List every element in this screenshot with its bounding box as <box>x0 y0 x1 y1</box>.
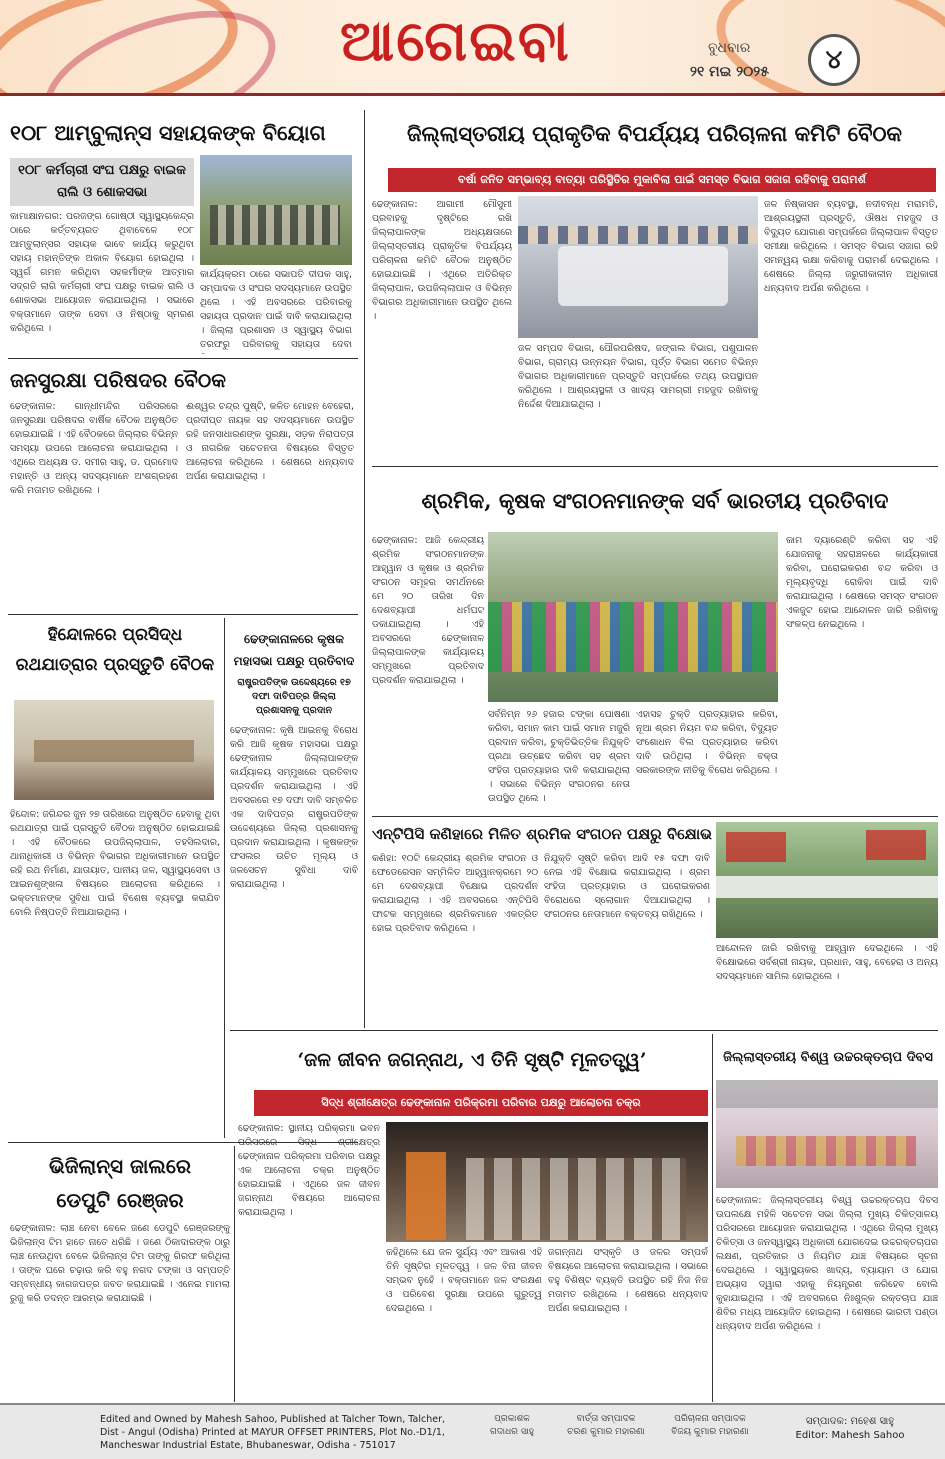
story7-body-d: କାମ ଦ୍ୟାରେଣ୍ଟି କରିବା ସହ ଏହି ଯୋଜନାକୁ ସହରାଞ୍ଚଳରେ କାର୍ଯ୍ୟକାରୀ କରିବା, ଘରୋଇକରଣ ବନ୍ଦ କରିବା ଓ ମୂଲ୍ୟବୃଦ୍ଧି ରୋକିବା ପାଇଁ ଦାବି କରାଯାଇଥିଲା । ଶେଷରେ ସମସ୍ତ ସଂଗଠନ ଏକଜୁଟ ହୋଇ ଆନ୍ଦୋଳନ ଜାରି ରଖିବାକୁ ସଂକଳ୍ପ ନେଇଥିଲେ । <box>786 535 938 630</box>
story1-body-b: କାର୍ଯ୍ୟକ୍ରମ ଠାରେ ସଭାପତି ଦୀପକ ସାହୁ, ସମ୍ପାଦକ ଓ ସଂଘର ସଦସ୍ୟମାନେ ଉପସ୍ଥିତ ଥିଲେ । ଏହି ଅବସରରେ ପରିବାରକୁ ସହାୟତା ପ୍ରଦାନ ପାଇଁ ଦାବି କରାଯାଇଥିଲା । ଜିଲ୍ଲା ପ୍ରଶାସନ ଓ ସ୍ୱାସ୍ଥ୍ୟ ବିଭାଗ ତରଫରୁ ପରିବାରକୁ ସହାୟତା ଦେବା <box>200 269 352 350</box>
story5-body: ଢେଙ୍କାନାଳ: ଲାଞ୍ଚ ନେବା ବେଳେ ଜଣେ ଡେପୁଟି ରେଞ୍ଜରଙ୍କୁ ଭିଜିଲାନ୍ସ ଟିମ ହାତେ ନାତେ ଧରିଛି । ଜଣେ ଠିକାଦାରଙ୍କ ଠାରୁ ଲାଞ୍ଚ ନେଉଥିବା ବେଳେ ଭିଜିଲାନ୍ସ ଟିମ ତାଙ୍କୁ ଗିରଫ କରିଥିଲା । ତାଙ୍କ ଘରେ ଚଢ଼ାଉ କରି ବହୁ ନଗଦ ଟଙ୍କା ଓ ସମ୍ପତ୍ତି ସମ୍ବନ୍ଧୀୟ କାଗଜପତ୍ର ଜବତ କରାଯାଇଛି । ଏନେଇ ମାମଲା ରୁଜୁ କରି ତଦନ୍ତ ଆରମ୍ଭ କରାଯାଇଛି । <box>10 1223 230 1304</box>
story6-photo <box>518 196 758 338</box>
story1-body-a: କାମାକ୍ଷାନଗର: ପରଜଙ୍ଗ ଗୋଷ୍ଠୀ ସ୍ୱାସ୍ଥ୍ୟକେନ୍ଦ୍ର ଠାରେ କର୍ତ୍ତବ୍ୟରତ ଥିବାବେଳେ ୧୦୮ ଆମ୍ବୁଲାନ୍ସର ସହାୟକ ଭାବେ କାର୍ଯ୍ୟ କରୁଥିବା ସହାୟ ମହାନ୍ତିଙ୍କ ଅକାଳ ବିୟୋଗ ହୋଇଥିଲା । ସ୍ୱର୍ଗ ଗମନ କରିଥିବା ସହକର୍ମୀଙ୍କ ଆତ୍ମାର ସଦ୍ଗତି ଲାଗି କର୍ମଚାରୀ ସଂଘ ପକ୍ଷରୁ ବାଇକ ରାଲି ଓ ଶୋକସଭା ଆୟୋଜନ କରାଯାଇଥିଲା । ସଭାରେ ବକ୍ତାମାନେ ତାଙ୍କ ସେବା ଓ ନିଷ୍ଠାକୁ ସ୍ମରଣ କରିଥିଲେ । <box>10 211 194 334</box>
story8-body-c: ଆନ୍ଦୋଳନ ଜାରି ରଖିବାକୁ ଆହ୍ୱାନ ଦେଇଥିଲେ । ଏହି ବିକ୍ଷୋଭରେ ସର୍ବଶ୍ରୀ ନାୟକ, ପ୍ରଧାନ, ସାହୁ, ବେହେରା ଓ ଅନ୍ୟ ସଦସ୍ୟମାନେ ସାମିଲ ହୋଇଥିଲେ । <box>716 943 938 982</box>
divider <box>372 816 938 817</box>
story4-headline-line1: ଢେଙ୍କାନାଳରେ କୃଷକ <box>243 632 345 646</box>
editor-credit <box>760 1415 940 1443</box>
story2-body-a: ଢେଙ୍କାନାଳ: ଗାନ୍ଧୀମନ୍ଦିର ପରିସରରେ ଜନସୁରକ୍ଷା ପରିଷଦର ବାର୍ଷିକ ବୈଠକ ଅନୁଷ୍ଠିତ ହୋଇଯାଇଛି । ଏହି ବୈଠକରେ ଜିଲ୍ଲାର ବିଭିନ୍ନ ସମସ୍ୟା ଉପରେ ଆଲୋଚନା କରାଯାଇଥିଲା । ଏଥିରେ ଅଧ୍ୟକ୍ଷ ଡ. ସମୀର ସାହୁ, ଡ. ପ୍ରମୋଦ ମହାନ୍ତି ଓ ଅନ୍ୟ ସଦସ୍ୟମାନେ ଅଂଶଗ୍ରହଣ କରି ମତାମତ ରଖିଥିଲେ । <box>10 401 178 496</box>
publisher-credit <box>472 1413 552 1439</box>
story6-body-b: ଜଳ ସମ୍ପଦ ବିଭାଗ, ପୌରପରିଷଦ, ଜଙ୍ଗଲ ବିଭାଗ, ପଶୁପାଳନ ବିଭାଗ, ଗ୍ରାମ୍ୟ ଉନ୍ନୟନ ବିଭାଗ, ପୂର୍ତ୍ତ ବିଭାଗ ସମେତ ବିଭିନ୍ନ ବିଭାଗର ଅଧିକାରୀମାନେ ପ୍ରସ୍ତୁତି ସମ୍ପର୍କରେ ତଥ୍ୟ ଉପସ୍ଥାପନ କରିଥିଲେ । ଆଶ୍ରୟସ୍ଥଳୀ ଓ ଖାଦ୍ୟ ସାମଗ୍ରୀ ମହଜୁଦ ରଖିବାକୁ ନିର୍ଦ୍ଦେଶ ଦିଆଯାଇଥିଲା । <box>518 343 758 410</box>
news-editor-credit <box>556 1413 656 1439</box>
story8-photo <box>716 822 938 938</box>
story9-body-c: ଜଗନ୍ନାଥ ସଂସ୍କୃତି ଓ ଜଳର ସମ୍ପର୍କ ବିଷୟରେ ଆଲୋଚନା କରାଯାଇଥିଲା । ସଭାରେ ବହୁ ବିଶିଷ୍ଟ ବ୍ୟକ୍ତି ଉପସ୍ଥିତ ରହି ନିଜ ନିଜ ମତାମତ ରଖିଥିଲେ । ଶେଷରେ ଧନ୍ୟବାଦ ଅର୍ପଣ କରାଯାଇଥିଲା । <box>548 1247 708 1314</box>
masthead <box>0 0 945 96</box>
story8-body-a: କଣିହା: ୧୦ଟି କେନ୍ଦ୍ରୀୟ ଶ୍ରମିକ ସଂଗଠନ ଓ ଫେଡେରେସନ ସମ୍ମିଳିତ ଆହ୍ୱାନକ୍ରମେ ୨୦ ମେ ଦେଶବ୍ୟାପୀ ବିକ୍ଷୋଭ ପ୍ରଦର୍ଶନ କରାଯାଇଥିଲା । ଏହି ଅବସରରେ ଏନ୍‌ଟିପିସି ଫାଟକ ସମ୍ମୁଖରେ ଶ୍ରମିକମାନେ ଏକତ୍ରିତ ହୋଇ ପ୍ରତିବାଦ କରିଥିଲେ । <box>372 853 538 934</box>
story3-headline-line1: ହିନ୍ଦୋଳରେ ପ୍ରସିଦ୍ଧ <box>47 625 183 645</box>
story1-subhead: ୧୦୮ କର୍ମଚାରୀ ସଂଘ ପକ୍ଷରୁ ବାଇକ ରାଲି ଓ ଶୋକସଭା <box>10 158 194 206</box>
story4-kicker: ରାଷ୍ଟ୍ରପତିଙ୍କ ଉଦ୍ଦେଶ୍ୟରେ ୧୭ ଦଫା ଦାବିପତ୍ର ଜିଲ୍ଲା ପ୍ରଶାସନକୁ ପ୍ରଦାନ <box>237 677 351 716</box>
story8-body-b: ନିଯୁକ୍ତି ସୃଷ୍ଟି କରିବା ଆଦି ୧୫ ଦଫା ଦାବି ନେଇ ଏହି ବିକ୍ଷୋଭ କରାଯାଇଥିଲା । ଶ୍ରମ ସଂହିତା ପ୍ରତ୍ୟାହାର ଓ ଘରୋଇକରଣ ବିରୋଧରେ ସ୍ଲୋଗାନ ଦିଆଯାଇଥିଲା । ସଂଗଠନର ନେତାମାନେ ବକ୍ତବ୍ୟ ରଖିଥିଲେ । <box>544 853 710 920</box>
story10-headline: ଜିଲ୍ଲାସ୍ତରୀୟ ବିଶ୍ୱ ଉଚ୍ଚରକ୍ତଚାପ ଦିବସ <box>723 1050 933 1065</box>
footer <box>0 1403 945 1459</box>
divider <box>712 1034 713 1402</box>
credit-name: ଗଦାଧର ସାହୁ <box>489 1427 535 1437</box>
story9-body-b: କହିଥିଲେ ଯେ ଜଳ ସୁର୍ଯ୍ୟ ଏବଂ ଆକାଶ ଏହି ତିନି ସୃଷ୍ଟିର ମୂଳତତ୍ତ୍ୱ । ଜଳ ବିନା ଜୀବନ ସମ୍ଭବ ନୁହେଁ । ବକ୍ତାମାନେ ଜଳ ସଂରକ୍ଷଣ ଓ ପରିବେଶ ସୁରକ୍ଷା ଉପରେ ଗୁରୁତ୍ୱ ଦେଇଥିଲେ । <box>386 1247 542 1314</box>
divider <box>230 1030 938 1031</box>
divider <box>8 358 358 359</box>
story6-body-a: ଢେଙ୍କାନାଳ: ଆଗାମୀ ମୌସୁମୀ ପ୍ରବାହକୁ ଦୃଷ୍ଟିରେ ରଖି ଜିଲ୍ଲାପାଳଙ୍କ ଅଧ୍ୟକ୍ଷତାରେ ଜିଲ୍ଲାସ୍ତରୀୟ ପ୍ରାକୃତିକ ବିପର୍ଯ୍ୟୟ ପରିଚାଳନା କମିଟି ବୈଠକ ଅନୁଷ୍ଠିତ ହୋଇଯାଇଛି । ଏଥିରେ ଅତିରିକ୍ତ ଜିଲ୍ଲାପାଳ, ଉପଜିଲ୍ଲାପାଳ ଓ ବିଭିନ୍ନ ବିଭାଗର ଅଧିକାରୀମାନେ ଉପସ୍ଥିତ ଥିଲେ । <box>372 199 512 322</box>
story7-body-c: ଏହାସହ ଚୁକ୍ତି ପ୍ରତ୍ୟାହାର କରିବା, ନୂଆ ଶ୍ରମ ନିୟମ ବନ୍ଦ କରିବା, ବିଦ୍ୟୁତ ସଂଶୋଧନ ବିଲ ପ୍ରତ୍ୟାହାର କରିବା ଦାବି ଉଠିଥିଲା । ବିଭିନ୍ନ ବକ୍ତା ସରକାରଙ୍କ ନୀତିକୁ ବିରୋଧ କରିଥିଲେ । <box>636 709 778 776</box>
credit-name: ବିଜୟ କୁମାର ମହାରଣା <box>671 1427 749 1437</box>
story10-photo <box>716 1080 938 1188</box>
story6-kicker: ବର୍ଷା ଜନିତ ସମ୍ଭାବ୍ୟ ବାତ୍ୟା ପରିସ୍ଥିତିର ମୁକାବିଲା ପାଇଁ ସମସ୍ତ ବିଭାଗ ସଜାଗ ରହିବାକୁ ପରାମର୍ଶ <box>388 168 936 192</box>
editor-english: Editor: Mahesh Sahoo <box>795 1430 905 1441</box>
story4-body: ଢେଙ୍କାନାଳ: କୃଷି ଆଇନକୁ ବିରୋଧ କରି ଆଜି କୃଷକ ମହାସଭା ପକ୍ଷରୁ ଢେଙ୍କାନାଳ ଜିଲ୍ଲାପାଳଙ୍କ କାର୍ଯ୍ୟାଳୟ ସମ୍ମୁଖରେ ପ୍ରତିବାଦ ପ୍ରଦର୍ଶନ କରାଯାଇଥିଲା । ଏହି ଅବସରରେ ୧୭ ଦଫା ଦାବି ସମ୍ବଳିତ ଏକ ଦାବିପତ୍ର ରାଷ୍ଟ୍ରପତିଙ୍କ ଉଦ୍ଦେଶ୍ୟରେ ଜିଲ୍ଲା ପ୍ରଶାସନକୁ ପ୍ରଦାନ କରାଯାଇଥିଲା । କୃଷକଙ୍କ ଫସଲର ଉଚିତ ମୂଲ୍ୟ ଓ ଜଳସେଚନ ସୁବିଧା ଦାବି କରାଯାଇଥିଲା । <box>230 725 358 890</box>
newspaper-title: ଆଗେଇବା <box>340 8 571 74</box>
imprint-line: Mancheswar Industrial Estate, Bhubaneswar, Odisha - 751017 <box>100 1440 396 1451</box>
story9-photo <box>386 1122 708 1242</box>
story10-body: ଢେଙ୍କାନାଳ: ଜିଲ୍ଲାସ୍ତରୀୟ ବିଶ୍ୱ ଉଚ୍ଚରକ୍ତଚାପ ଦିବସ ଉପଲକ୍ଷେ ମହିଳି ସଚେତନ ସଭା ଜିଲ୍ଲା ମୁଖ୍ୟ ଚିକିତ୍ସାଳୟ ପରିସରରେ ଆୟୋଜନ କରାଯାଇଥିଲା । ଏଥିରେ ଜିଲ୍ଲା ମୁଖ୍ୟ ଚିକିତ୍ସା ଓ ଜନସ୍ୱାସ୍ଥ୍ୟ ଅଧିକାରୀ ଯୋଗଦେଇ ଉଚ୍ଚରକ୍ତଚାପର ଲକ୍ଷଣ, ପ୍ରତିକାର ଓ ନିୟମିତ ଯାଞ୍ଚ ବିଷୟରେ ସୂଚନା ଦେଇଥିଲେ । ସ୍ୱାସ୍ଥ୍ୟକର ଖାଦ୍ୟ, ବ୍ୟାୟାମ ଓ ଯୋଗ ଅଭ୍ୟାସ ଦ୍ୱାରା ଏହାକୁ ନିୟନ୍ତ୍ରଣ କରିହେବ ବୋଲି କୁହାଯାଇଥିଲା । ଏହି ଅବସରରେ ନିଃଶୁଳ୍କ ରକ୍ତଚାପ ଯାଞ୍ଚ ଶିବିର ମଧ୍ୟ ଆୟୋଜିତ ହୋଇଥିଲା । ଶେଷରେ ଭାରତୀ ପଣ୍ଡା ଧନ୍ୟବାଦ ଅର୍ପଣ କରିଥିଲେ । <box>716 1195 938 1332</box>
story4-headline-line2: ମହାସଭା ପକ୍ଷରୁ ପ୍ରତିବାଦ <box>233 654 355 668</box>
story3-photo <box>14 700 214 800</box>
story3-body: ହିନ୍ଦୋଳ: ଜଗିନ୍ଦର ଜୁନ ୨୭ ତାରିଖରେ ଅନୁଷ୍ଠିତ ହେବାକୁ ଥିବା ରଥଯାତ୍ରା ପାଇଁ ପ୍ରସ୍ତୁତି ବୈଠକ ଅନୁଷ୍ଠିତ ହୋଇଯାଇଛି । ଏହି ବୈଠକରେ ଉପଜିଲ୍ଲାପାଳ, ତହସିଲଦାର, ଥାନାଧିକାରୀ ଓ ବିଭିନ୍ନ ବିଭାଗର ଅଧିକାରୀମାନେ ଉପସ୍ଥିତ ରହି ରଥ ନିର୍ମାଣ, ଯାତାୟାତ, ପାନୀୟ ଜଳ, ସ୍ୱାସ୍ଥ୍ୟସେବା ଓ ଆଇନଶୃଙ୍ଖଳା ବିଷୟରେ ଆଲୋଚନା କରିଥିଲେ । ଭକ୍ତମାନଙ୍କ ସୁବିଧା ପାଇଁ ବିଶେଷ ବ୍ୟବସ୍ଥା କରାଯିବ ବୋଲି ନିଷ୍ପତ୍ତି ନିଆଯାଇଥିଲା । <box>10 809 220 918</box>
story9-headline: ‘ଜଳ ଜୀବନ ଜଗନ୍ନାଥ, ଏ ତିନି ସୃଷ୍ଟି ମୂଳତତ୍ତ୍ୱ’ <box>297 1049 647 1071</box>
story2-body-b: ଈଶ୍ୱର ଚନ୍ଦ୍ର ପୁଷ୍ଟି, କଳିତ ମୋହନ ବେହେରା, ପ୍ରଦୀପ୍ତ ନାୟକ ସହ ସଦସ୍ୟମାନେ ଉପସ୍ଥିତ ରହି ଜନସାଧାରଣଙ୍କ ସୁରକ୍ଷା, ସଡ଼କ ନିରାପତ୍ତା ଓ ନାଗରିକ ସଚେତନତା ବିଷୟରେ ବିସ୍ତୃତ ଆଲୋଚନା କରିଥିଲେ । ଶେଷରେ ଧନ୍ୟବାଦ ଅର୍ପଣ କରାଯାଇଥିଲା । <box>186 401 354 482</box>
story7-body-a: ଢେଙ୍କାନାଳ: ଆଜି କେନ୍ଦ୍ରୀୟ ଶ୍ରମିକ ସଂଗଠନମାନଙ୍କ ଆହ୍ୱାନ ଓ କୃଷକ ଓ ଶ୍ରମିକ ସଂଗଠନ ସମୂହର ସମର୍ଥନରେ ମେ ୨୦ ତାରିଖ ଦିନ ଦେଶବ୍ୟାପୀ ଧର୍ମଘଟ ଡକାଯାଇଥିଲା । ଏହି ଅବସରରେ ଢେଙ୍କାନାଳ ଜିଲ୍ଲାପାଳଙ୍କ କାର୍ଯ୍ୟାଳୟ ସମ୍ମୁଖରେ ପ୍ରତିବାଦ ପ୍ରଦର୍ଶନ କରାଯାଇଥିଲା । <box>372 535 484 686</box>
story7-headline: ଶ୍ରମିକ, କୃଷକ ସଂଗଠନମାନଙ୍କ ସର୍ବ ଭାରତୀୟ ପ୍ରତିବାଦ <box>421 488 889 513</box>
story9-kicker: ସିଦ୍ଧ ଶ୍ରୀକ୍ଷେତ୍ର ଢେଙ୍କାନାଳ ପରିକ୍ରମା ପରିବାର ପକ୍ଷରୁ ଆଲୋଚନା ଚକ୍ର <box>254 1090 708 1116</box>
credit-role: ପରିଚାଳନା ସମ୍ପାଦକ <box>674 1414 746 1424</box>
story6-headline: ଜିଲ୍ଲାସ୍ତରୀୟ ପ୍ରାକୃତିକ ବିପର୍ଯ୍ୟୟ ପରିଚାଳନା କମିଟି ବୈଠକ <box>406 121 903 146</box>
story3-headline-line2: ରଥଯାତ୍ରାର ପ୍ରସ୍ତୁତି ବୈଠକ <box>15 655 215 675</box>
story6-body-c: ଜଳ ନିଷ୍କାସନ ବ୍ୟବସ୍ଥା, ନଦୀବନ୍ଧ ମରାମତି, ଆଶ୍ରୟସ୍ଥଳୀ ପ୍ରସ୍ତୁତି, ଔଷଧ ମହଜୁଦ ଓ ବିଦ୍ୟୁତ ଯୋଗାଣ ସମ୍ପର୍କରେ ଜିଲ୍ଲାପାଳ ବିସ୍ତୃତ ସମୀକ୍ଷା କରିଥିଲେ । ସମସ୍ତ ବିଭାଗ ସଜାଗ ରହି ସମନ୍ୱୟ ରକ୍ଷା କରିବାକୁ ପରାମର୍ଶ ଦେଇଥିଲେ । ଶେଷରେ ଜିଲ୍ଲା ଜରୁରୀକାଳୀନ ଅଧିକାରୀ ଧନ୍ୟବାଦ ଅର୍ପଣ କରିଥିଲେ । <box>764 199 938 294</box>
story1-photo <box>200 155 352 265</box>
editor-odia: ସମ୍ପାଦକ: ମହେଶ ସାହୁ <box>805 1416 895 1427</box>
divider <box>372 466 938 467</box>
story7-photo <box>488 532 778 702</box>
issue-day: ବୁଧବାର <box>708 40 751 56</box>
page-number: ୪ <box>808 34 860 86</box>
issue-date: ୨୧ ମଇ ୨୦୨୫ <box>690 64 769 80</box>
imprint-line: Edited and Owned by Mahesh Sahoo, Published at Talcher Town, Talcher, <box>100 1414 445 1425</box>
story9-body-a: ଢେଙ୍କାନାଳ: ସ୍ଥାନୀୟ ପରିକ୍ରମା ଭବନ ପରିସରରେ ସିଦ୍ଧ ଶ୍ରୀକ୍ଷେତ୍ର ଢେଙ୍କାନାଳ ପରିକ୍ରମା ପରିବାର ପକ୍ଷରୁ ଏକ ଆଲୋଚନା ଚକ୍ର ଅନୁଷ୍ଠିତ ହୋଇଯାଇଛି । ଏଥିରେ ଜଳ ଜୀବନ ଜଗନ୍ନାଥ ବିଷୟରେ ଆଲୋଚନା କରାଯାଇଥିଲା । <box>238 1123 380 1218</box>
divider <box>8 614 358 615</box>
story1-headline: ୧୦୮ ଆମ୍ବୁଲାନ୍ସ ସହାୟକଙ୍କ ବିୟୋଗ <box>10 120 326 145</box>
story8-headline: ଏନ୍‌ଟିପିସି କଣିହାରେ ମିଳିତ ଶ୍ରମିକ ସଂଗଠନ ପକ୍ଷରୁ ବିକ୍ଷୋଭ <box>372 825 712 843</box>
story5-headline-line1: ଭିଜିଲାନ୍ସ ଜାଲରେ <box>48 1154 192 1178</box>
column-divider <box>364 110 365 1028</box>
divider <box>234 1146 235 1402</box>
credit-role: ପ୍ରକାଶକ <box>494 1414 530 1424</box>
divider <box>224 618 225 1138</box>
imprint-line: Dist - Angul (Odisha) Printed at MAYUR OFFSET PRINTERS, Plot No.-D1/1, <box>100 1427 445 1438</box>
credit-role: ବାର୍ତ୍ତା ସମ୍ପାଦକ <box>576 1414 636 1424</box>
story7-body-b: ସର୍ବନିମ୍ନ ୨୬ ହଜାର ଟଙ୍କା ଘୋଷଣା କରିବା, ସମାନ କାମ ପାଇଁ ସମାନ ମଜୁରି ପ୍ରଦାନ କରିବା, ଚୁକ୍ତିଭିତ୍ତିକ ନିଯୁକ୍ତି ପ୍ରଥା ଉଚ୍ଛେଦ କରିବା ସହ ଶ୍ରମ ସଂହିତା ପ୍ରତ୍ୟାହାର ଦାବି କରାଯାଇଥିଲା । ସଭାରେ ବିଭିନ୍ନ ସଂଗଠନର ନେତା ଉପସ୍ଥିତ ଥିଲେ । <box>488 709 630 804</box>
story2-headline: ଜନସୁରକ୍ଷା ପରିଷଦର ବୈଠକ <box>10 368 227 392</box>
managing-editor-credit <box>660 1413 760 1439</box>
credit-name: ଚରଣ କୁମାର ମହାରଣା <box>567 1427 645 1437</box>
story5-headline-line2: ଡେପୁଟି ରେଞ୍ଜର <box>56 1188 184 1212</box>
